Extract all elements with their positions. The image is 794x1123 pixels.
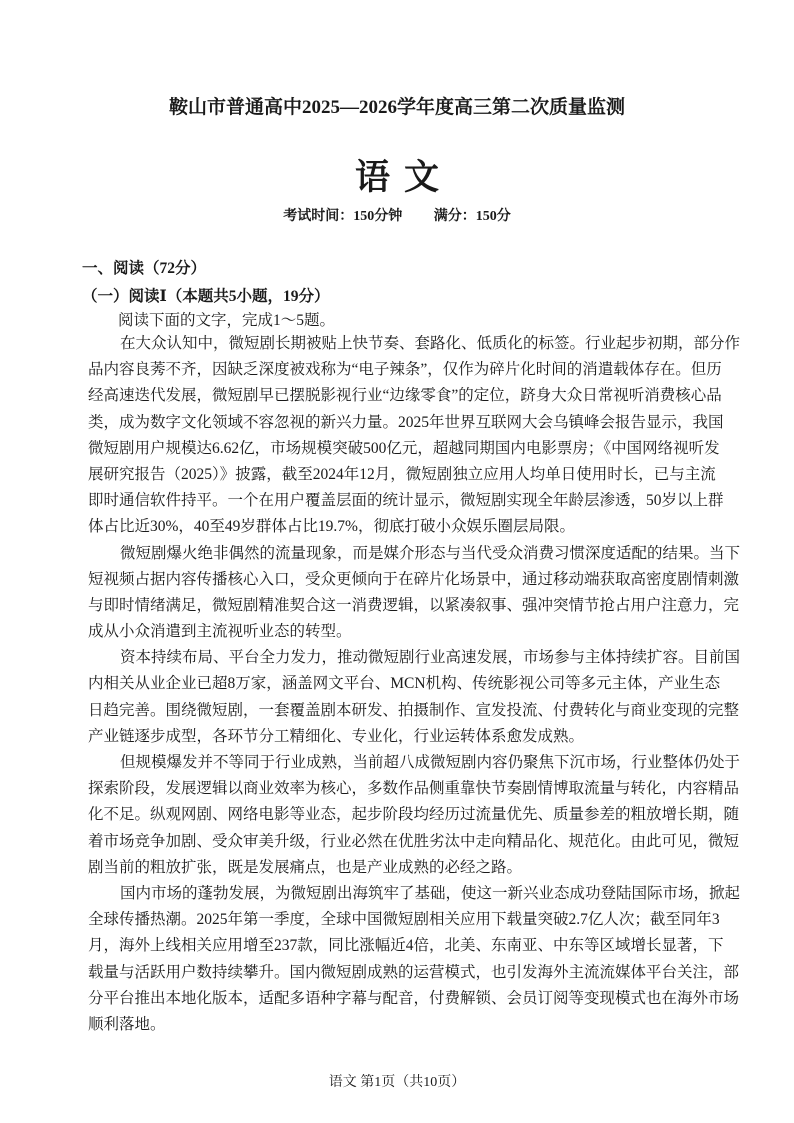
paragraph-line: 类，成为数字文化领域不容忽视的新兴力量。2025年世界互联网大会乌镇峰会报告显示，我国: [88, 413, 724, 431]
paragraph-line: 与即时情绪满足，微短剧精准契合这一消费逻辑，以紧凑叙事、强冲突情节抢占用户注意力，完: [88, 596, 740, 614]
instruction: 阅读下面的文字，完成1～5题。: [118, 312, 336, 329]
paragraph: [88, 750, 741, 881]
paragraph-line: 日趋完善。围绕微短剧，一套覆盖剧本研发、拍摄制作、宣发投流、付费转化与商业变现的完整: [88, 701, 740, 719]
section-subheading: （一）阅读Ⅰ（本题共5小题，19分）: [82, 288, 330, 305]
paragraph-line: 产业链逐步成型，各环节分工精细化、专业化，行业运转体系愈发成熟。: [88, 727, 585, 745]
paragraph-line: 全球传播热潮。2025年第一季度，全球中国微短剧相关应用下载量突破2.7亿人次；截至同年3: [88, 911, 720, 929]
paragraph-line: 载量与活跃用户数持续攀升。国内微短剧成熟的运营模式，也引发海外主流流媒体平台关注，部: [88, 963, 740, 981]
section-heading: 一、阅读（72分）: [82, 260, 207, 277]
paragraph-line: 短视频占据内容传播核心入口，受众更倾向于在碎片化场景中，通过移动端获取高密度剧情刺激: [88, 570, 740, 588]
paragraph: [88, 541, 741, 646]
page-footer: 语文 第1页（共10页）: [328, 1075, 466, 1090]
paragraph-line: 分平台推出本地化版本，适配多语种字幕与配音，付费解锁、会员订阅等变现模式也在海外市场: [88, 989, 740, 1007]
subject-title: 语文: [354, 158, 453, 197]
paragraph: [88, 881, 741, 1038]
full-score: 满分：150分: [433, 209, 511, 224]
paragraph-line: 月，海外上线相关应用增至237款，同比涨幅近4倍，北美、东南亚、中东等区域增长显著，下: [88, 937, 724, 955]
paragraph-line: 国内市场的蓬勃发展，为微短剧出海筑牢了基础，使这一新兴业态成功登陆国际市场，掀起: [120, 884, 741, 902]
passage-body: [88, 331, 741, 1038]
paragraph-line: 微短剧用户规模达6.62亿，市场规模突破500亿元，超越同期国内电影票房；《中国网络视听发: [88, 439, 720, 457]
exam-time: 考试时间：150分钟: [283, 209, 403, 224]
paragraph-line: 经高速迭代发展，微短剧早已摆脱影视行业“边缘零食”的定位，跻身大众日常视听消费核心品: [88, 387, 722, 405]
paragraph-line: 着市场竞争加剧、受众审美升级，行业必然在优胜劣汰中走向精品化、规范化。由此可见，微短: [88, 832, 740, 850]
paragraph-line: 资本持续布局、平台全力发力，推动微短剧行业高速发展，市场参与主体持续扩容。目前国: [120, 649, 741, 667]
exam-meta: [0, 205, 794, 225]
paragraph-line: 微短剧爆火绝非偶然的流量现象，而是媒介形态与当代受众消费习惯深度适配的结果。当下: [120, 544, 741, 562]
paragraph-line: 顺利落地。: [88, 1015, 166, 1033]
paragraph-line: 但规模爆发并不等同于行业成熟，当前超八成微短剧内容仍聚焦下沉市场，行业整体仍处于: [120, 754, 741, 771]
paragraph-line: 即时通信软件持平。一个在用户覆盖层面的统计显示，微短剧实现全年龄层渗透，50岁以上群: [88, 492, 724, 510]
paragraph-line: 体占比近30%，40至49岁群体占比19.7%，彻底打破小众娱乐圈层局限。: [88, 518, 575, 536]
paragraph: [88, 331, 741, 541]
paragraph-line: 展研究报告（2025）》披露，截至2024年12月，微短剧独立应用人均单日使用时长，已与主流: [88, 465, 716, 483]
paragraph-line: 在大众认知中，微短剧长期被贴上快节奏、套路化、低质化的标签。行业起步初期，部分作: [120, 335, 741, 352]
paragraph: [88, 645, 741, 750]
paragraph-line: 内相关从业企业已超8万家，涵盖网文平台、MCN机构、传统影视公司等多元主体，产业生态: [88, 675, 721, 693]
paragraph-line: 化不足。纵观网剧、网络电影等业态，起步阶段均经历过流量优先、质量参差的粗放增长期，随: [88, 806, 740, 824]
exam-title: 鞍山市普通高中2025—2026学年度高三第二次质量监测: [168, 97, 625, 118]
paragraph-line: 成从小众消遣到主流视听业态的转型。: [88, 623, 352, 641]
paragraph-line: 品内容良莠不齐，因缺乏深度被戏称为“电子辣条”，仅作为碎片化时间的消遣载体存在。但历: [88, 361, 722, 379]
paragraph-line: 探索阶段，发展逻辑以商业效率为核心，多数作品侧重靠快节奏剧情博取流量与转化，内容精品: [88, 780, 740, 798]
paragraph-line: 剧当前的粗放扩张，既是发展痛点，也是产业成熟的必经之路。: [88, 858, 523, 876]
